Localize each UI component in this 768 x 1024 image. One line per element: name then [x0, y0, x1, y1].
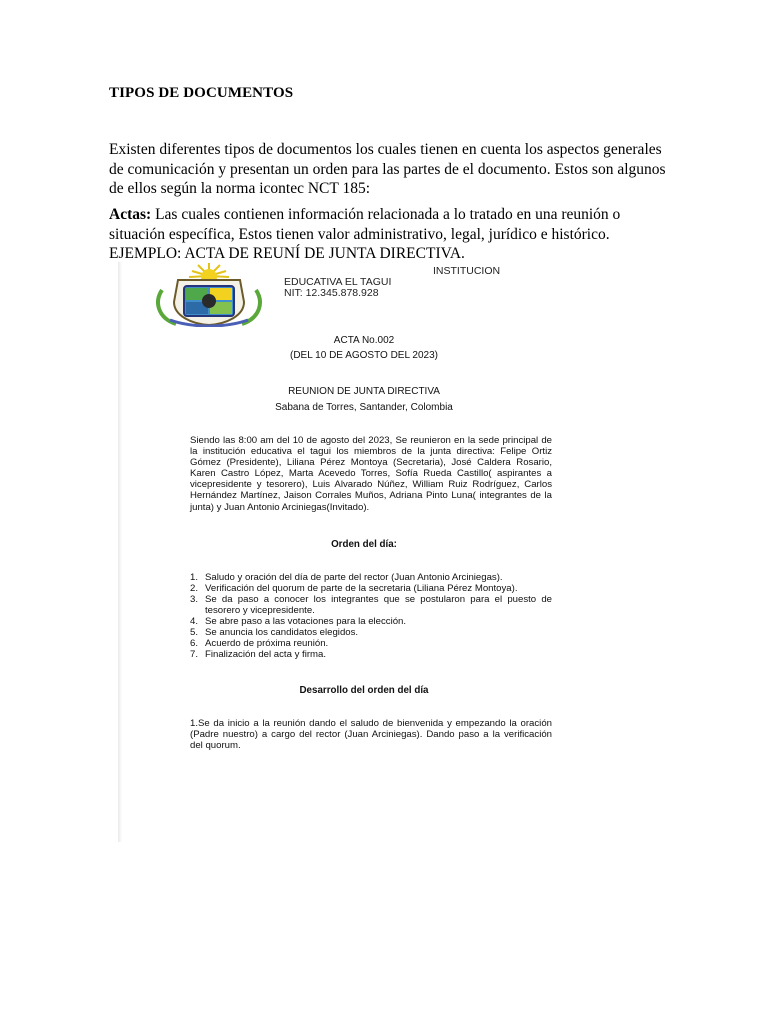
development-title: Desarrollo del orden del día [299, 685, 429, 696]
agenda-item-text: Se abre paso a las votaciones para la elección. [205, 616, 407, 627]
agenda-item-number: 5. [190, 627, 199, 638]
agenda-item-text: Verificación del quorum de parte de la secretaria (Liliana Pérez Montoya). [205, 583, 518, 594]
agenda-item [190, 594, 552, 616]
acta-number: ACTA No.002 [333, 335, 395, 346]
agenda-item [190, 583, 552, 594]
meeting-title: REUNION DE JUNTA DIRECTIVA [288, 386, 440, 397]
agenda-item-number: 6. [190, 638, 199, 649]
scan-shadow [118, 262, 122, 842]
agenda-item [190, 616, 552, 627]
document-heading: TIPOS DE DOCUMENTOS [109, 85, 294, 101]
institution-line2: EDUCATIVA EL TAGUI [284, 276, 392, 288]
agenda-list [190, 572, 552, 660]
actas-description: Las cuales contienen información relacionada a lo tratado en una reunión o situación específica, Estos tienen valor administrativo, legal, jurídico e histórico. EJEMPLO: ACTA DE REUNÍ DE JUNTA DIRECTIVA. [109, 206, 621, 262]
acta-example-image [118, 262, 610, 842]
agenda-item [190, 649, 552, 660]
institution-nit: NIT: 12.345.878.928 [284, 287, 379, 299]
development-text: 1.Se da inicio a la reunión dando el saludo de bienvenida y empezando la oración (Padre nuestro) a cargo del rector (Juan Arciniegas). Dando paso a la verificación del quorum. [190, 718, 552, 752]
actas-paragraph [109, 205, 669, 264]
agenda-item-number: 3. [190, 594, 199, 605]
acta-date: (DEL 10 DE AGOSTO DEL 2023) [289, 350, 439, 361]
agenda-item-text: Finalización del acta y firma. [205, 649, 327, 660]
actas-term: Actas: [109, 206, 152, 223]
agenda-item-number: 7. [190, 649, 199, 660]
agenda-item-text: Se anuncia los candidatos elegidos. [205, 627, 359, 638]
institution-line1: INSTITUCION [433, 265, 501, 277]
agenda-item-text: Saludo y oración del día de parte del rector (Juan Antonio Arciniegas). [205, 572, 503, 583]
school-logo-icon [152, 262, 267, 327]
agenda-item-text: Se da paso a conocer los integrantes que se postularon para el puesto de tesorero y vicepresidente. [205, 594, 552, 616]
acta-intro: Siendo las 8:00 am del 10 de agosto del 2023, Se reunieron en la sede principal de la institución educativa el tagui los miembros de la junta directiva: Felipe Ortiz Gómez (Presidente), Liliana Pérez Montoya (Secretaria), José Caldera Rosario, Karen Castro López, Marta Acevedo Torres, Sofía Rueda Castillo( aspirantes a vicepresidente y tesorero), Luis Alvarado Núñez, William Ruiz Rodríguez, Carlos Hernández Martínez, Jaison Corrales Muños, Adriana Pinto Luna( integrantes de la junta) y Juan Antonio Arciniegas(Invitado). [190, 435, 552, 513]
agenda-item-number: 2. [190, 583, 199, 594]
agenda-item [190, 627, 552, 638]
meeting-place: Sabana de Torres, Santander, Colombia [275, 402, 453, 413]
agenda-title: Orden del día: [331, 539, 397, 550]
agenda-item [190, 572, 552, 583]
intro-paragraph: Existen diferentes tipos de documentos los cuales tienen en cuenta los aspectos generales de comunicación y presentan un orden para las partes de el documento. Estos son algunos de ellos según la norma icontec NCT 185: [109, 141, 666, 197]
agenda-item [190, 638, 552, 649]
agenda-item-number: 4. [190, 616, 199, 627]
agenda-item-number: 1. [190, 572, 199, 583]
agenda-item-text: Acuerdo de próxima reunión. [205, 638, 329, 649]
